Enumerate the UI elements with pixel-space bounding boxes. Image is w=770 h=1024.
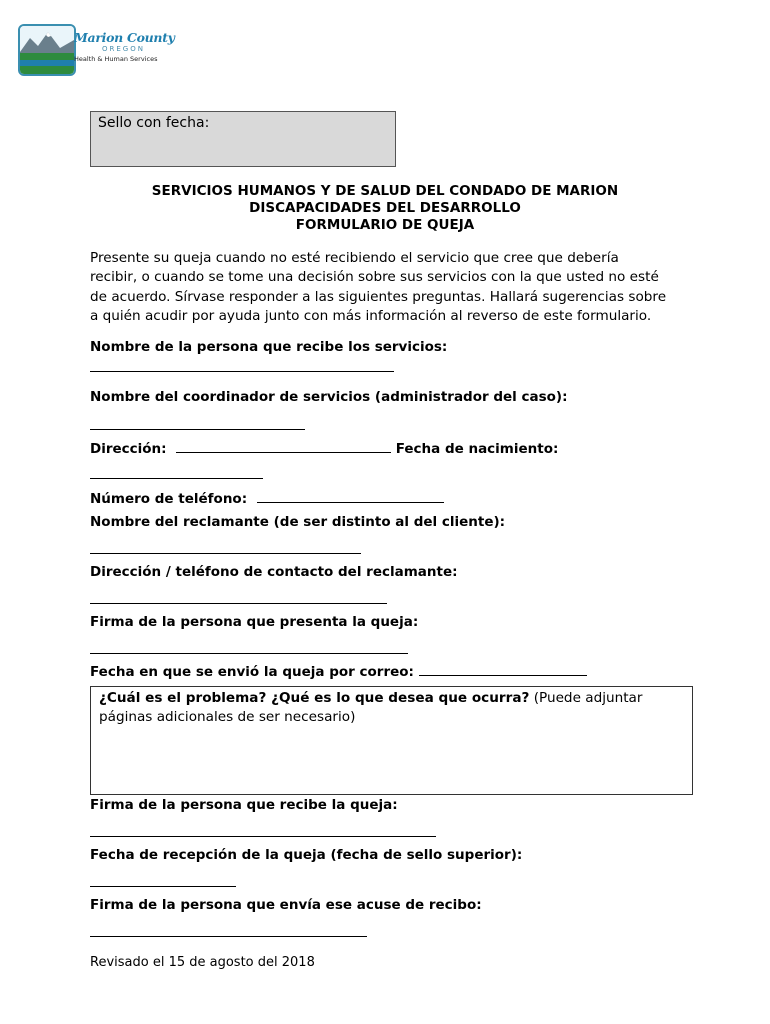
intro-line: Presente su queja cuando no esté recibiendo el servicio que cree que debería — [90, 250, 619, 266]
revision-date: Revisado el 15 de agosto del 2018 — [90, 955, 315, 970]
phone-line[interactable] — [257, 490, 444, 503]
coordinator-label: Nombre del coordinador de servicios (administrador del caso): — [90, 389, 568, 405]
complainant-contact-label: Dirección / teléfono de contacto del reclamante: — [90, 564, 458, 580]
receipt-date-line[interactable] — [90, 886, 236, 887]
title-line-1: SERVICIOS HUMANOS Y DE SALUD DEL CONDADO DE MARION — [151, 183, 619, 199]
mail-date-label: Fecha en que se envió la queja por correo: — [90, 664, 414, 680]
address-row — [90, 440, 558, 457]
date-stamp-label: Sello con fecha: — [98, 115, 210, 131]
receiver-signature-label: Firma de la persona que recibe la queja: — [90, 797, 398, 813]
birth-date-label: Fecha de nacimiento: — [395, 441, 559, 457]
coordinator-line[interactable] — [90, 429, 305, 430]
receiver-signature-line[interactable] — [90, 836, 436, 837]
address-line[interactable] — [176, 440, 391, 453]
intro-line: recibir, o cuando se tome una decisión sobre sus servicios con la que usted no esté — [90, 269, 659, 286]
intro-paragraph — [90, 249, 690, 326]
complainant-signature-label: Firma de la persona que presenta la queja: — [90, 614, 419, 630]
complainant-signature-line[interactable] — [90, 653, 408, 654]
problem-note: (Puede adjuntar páginas adicionales de ser necesario) — [99, 690, 643, 725]
address-label: Dirección: — [90, 441, 167, 457]
logo-department: Health & Human Services — [74, 55, 158, 63]
person-name-label: Nombre de la persona que recibe los servicios: — [90, 339, 448, 355]
mail-date-line[interactable] — [419, 663, 587, 676]
form-title: FORMULARIO DE QUEJA — [295, 217, 475, 233]
complainant-contact-line[interactable] — [90, 603, 387, 604]
title-line-2: DISCAPACIDADES DEL DESARROLLO — [249, 200, 521, 216]
phone-row — [90, 490, 444, 507]
mountain-river-logo-icon — [18, 24, 76, 76]
person-name-line[interactable] — [90, 371, 394, 372]
phone-label: Número de teléfono: — [90, 491, 248, 507]
mail-date-row — [90, 663, 587, 680]
ack-signature-line[interactable] — [90, 936, 367, 937]
birth-date-line[interactable] — [90, 478, 263, 479]
marion-county-logo — [18, 24, 178, 74]
ack-signature-label: Firma de la persona que envía ese acuse de recibo: — [90, 897, 482, 913]
date-stamp-box[interactable] — [90, 111, 396, 167]
problem-question: ¿Cuál es el problema? ¿Qué es lo que desea que ocurra? — [99, 690, 530, 706]
logo-county-name: Marion County — [74, 30, 175, 45]
intro-line: a quién acudir por ayuda junto con más información al reverso de este formulario. — [90, 307, 652, 324]
receipt-date-label: Fecha de recepción de la queja (fecha de sello superior): — [90, 847, 523, 863]
complainant-name-label: Nombre del reclamante (de ser distinto al del cliente): — [90, 514, 506, 530]
problem-box[interactable] — [90, 686, 693, 795]
intro-line: de acuerdo. Sírvase responder a las siguientes preguntas. Hallará sugerencias sobre — [90, 288, 667, 305]
problem-text — [99, 689, 679, 727]
complainant-name-line[interactable] — [90, 553, 361, 554]
logo-state: OREGON — [102, 45, 145, 53]
